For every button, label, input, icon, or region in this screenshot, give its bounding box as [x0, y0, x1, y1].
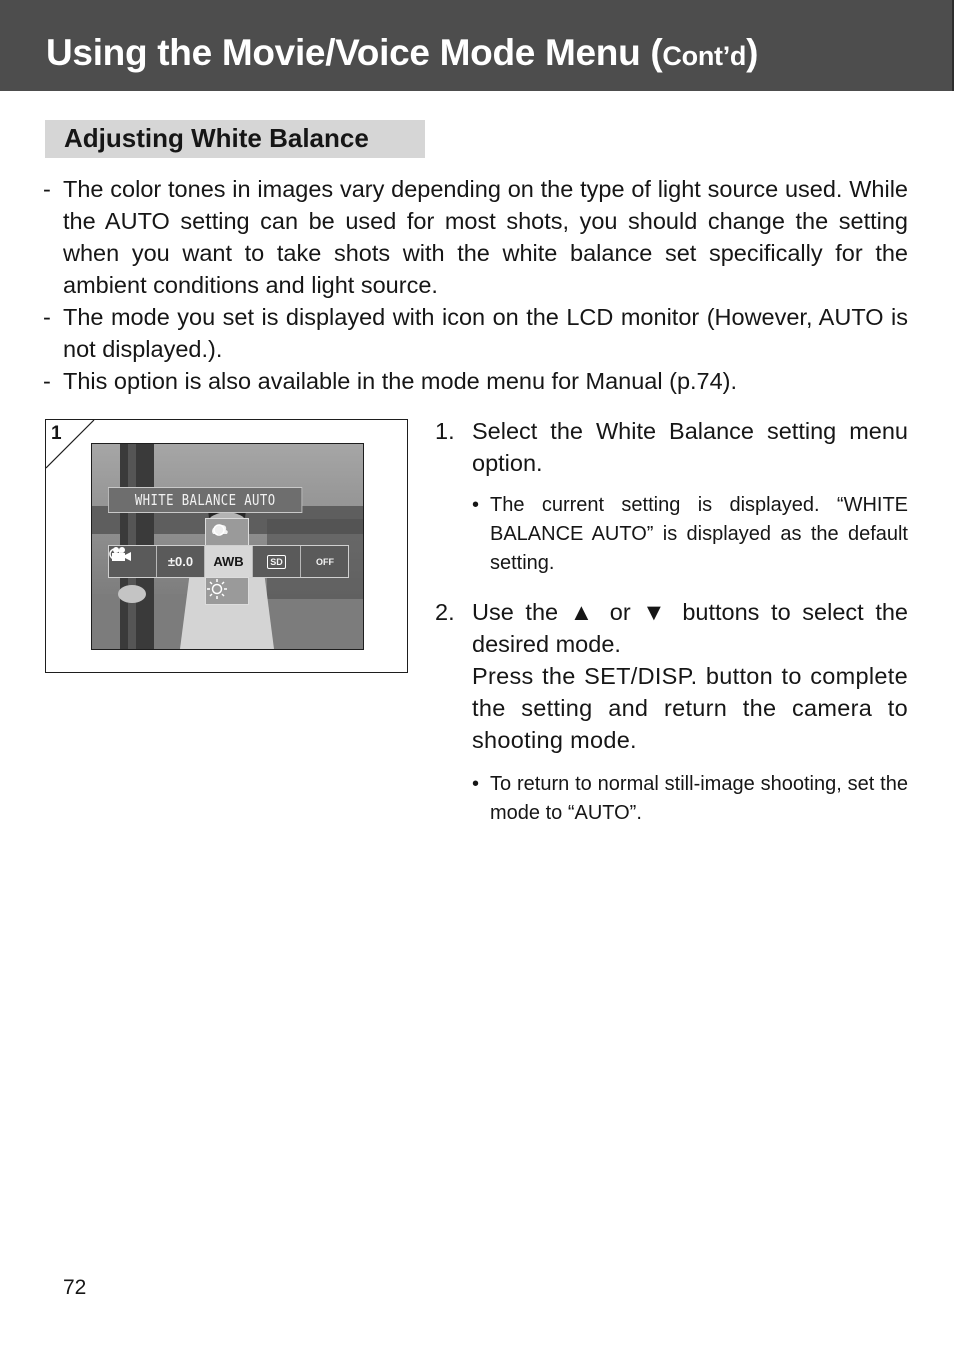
- list-dash: -: [43, 304, 51, 330]
- step-text: Select the White Balance setting menu option.: [472, 418, 908, 476]
- contd-label: Cont’d: [662, 41, 747, 71]
- bullet-dot: •: [472, 494, 480, 516]
- step-text: Use the ▲ or ▼ buttons to select the desired mode.: [472, 599, 908, 657]
- intro-text: This option is also available in the mode menu for Manual (p.74).: [63, 368, 738, 394]
- step-1: [435, 415, 908, 479]
- bullet-dot: •: [472, 773, 480, 795]
- intro-text: The color tones in images vary depending on the type of light source used. While the AUTO setting can be used for most shots, you should change the setting when you want to take shots with the white balance set specifically for the ambient conditions and light source.: [63, 176, 908, 298]
- list-dash: -: [43, 368, 51, 394]
- step-2-note: [472, 770, 908, 828]
- auto-white-balance-icon: AWB: [205, 546, 253, 577]
- sd-card-icon: [253, 546, 301, 577]
- timer-off-label: OFF: [316, 556, 334, 567]
- intro-item: [43, 365, 908, 397]
- step-1-note: [472, 491, 908, 578]
- figure-number: 1: [51, 423, 62, 444]
- steps-list: [435, 415, 908, 828]
- intro-text: The mode you set is displayed with icon on the LCD monitor (However, AUTO is not displayed.).: [63, 304, 908, 362]
- step-number: 2.: [435, 599, 455, 625]
- intro-item: [43, 301, 908, 365]
- page-number: 72: [63, 1276, 87, 1299]
- lcd-menu-bar: [108, 545, 349, 578]
- note-text: To return to normal still-image shooting, set the mode to “AUTO”.: [490, 773, 908, 824]
- section-heading: Adjusting White Balance: [45, 120, 425, 158]
- step-2: [435, 596, 908, 756]
- step-text: Press the SET/DISP. button to complete the setting and return the camera to shooting mode.: [472, 663, 908, 753]
- intro-item: [43, 173, 908, 301]
- cloudy-icon: [205, 518, 249, 546]
- lcd-banner: WHITE BALANCE AUTO: [108, 487, 302, 513]
- list-dash: -: [43, 176, 51, 202]
- sd-card-label: SD: [267, 555, 286, 569]
- lcd-figure: [45, 419, 408, 673]
- lcd-screen: [91, 443, 364, 650]
- intro-list: [43, 173, 908, 397]
- daylight-icon: [205, 577, 249, 605]
- self-timer-off-icon: [301, 546, 348, 577]
- step-number: 1.: [435, 418, 455, 444]
- page-header: [0, 0, 954, 91]
- page-title: Using the Movie/Voice Mode Menu (Cont’d): [46, 32, 759, 73]
- note-text: The current setting is displayed. “WHITE BALANCE AUTO” is displayed as the default setting.: [490, 494, 908, 574]
- exposure-compensation-icon: ±0.0: [157, 546, 205, 577]
